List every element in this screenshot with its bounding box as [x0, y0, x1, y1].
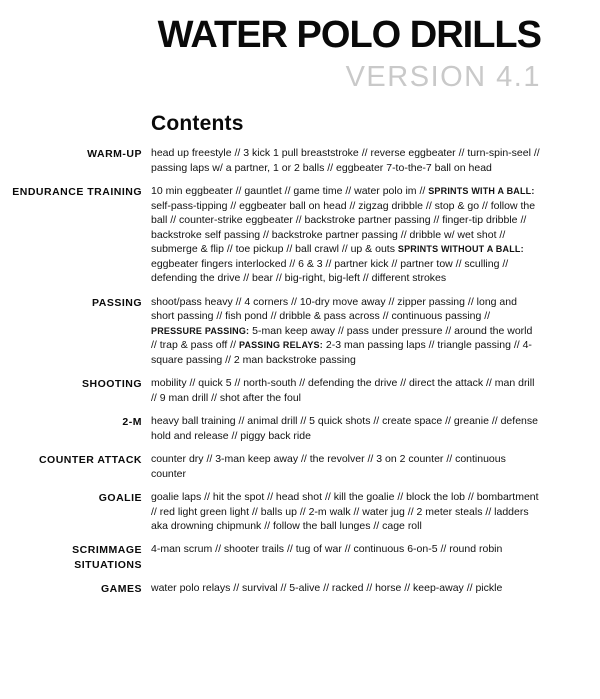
section-label: SHOOTING — [81, 378, 142, 391]
inline-subcategory: PRESSURE PASSING: — [151, 325, 250, 336]
section-label: GAMES — [100, 583, 142, 596]
section-label: PASSING — [92, 296, 142, 309]
section-description — [151, 414, 541, 443]
drill-list-text: mobility // quick 5 // north-south // defending the drive // direct the attack // man drill // 9 man drill // shot after the foul — [151, 377, 535, 404]
section-label: WARM-UP — [87, 148, 142, 161]
page-title: WATER POLO DRILLS — [157, 14, 541, 56]
drill-list-text: self-pass-tipping // eggbeater ball on head // zigzag dribble // stop & go // follow the ball // counter-strike eggbeater // backstroke partner passing // finger-tip dribble // backstroke self passing // backstroke partner passing // dribble w/ wet shot // submerge & flip // toe pickup // ball crawl // up & outs — [151, 199, 536, 256]
section-description — [151, 581, 541, 596]
inline-subcategory: PASSING RELAYS: — [238, 340, 323, 351]
section-description — [151, 376, 541, 405]
inline-subcategory: SPRINTS WITH A BALL: — [428, 186, 535, 197]
drill-list-text: counter dry // 3-man keep away // the revolver // 3 on 2 counter // continuous counter — [151, 453, 506, 480]
contents-row — [2, 490, 541, 533]
section-label: ENDURANCE TRAINING — [12, 186, 142, 199]
drill-list-text: goalie laps // hit the spot // head shot // kill the goalie // block the lob // bombartment // red light green light // balls up // 2-m walk // water jug // 2 meter steals // ladders aka drowning chipmunk // follow the ball lunges // cage roll — [151, 491, 539, 532]
contents-row — [2, 184, 541, 285]
section-description — [151, 146, 541, 175]
version-subtitle: VERSION 4.1 — [345, 60, 541, 93]
section-label: GOALIE — [98, 492, 142, 505]
contents-row — [2, 376, 541, 405]
section-label: 2-M — [122, 416, 142, 429]
drill-list-text: shoot/pass heavy // 4 corners // 10-dry move away // zipper passing // long and short passing // fish pond // dribble & pass across // continuous passing // — [151, 295, 517, 323]
section-description — [151, 452, 541, 481]
section-label: COUNTER ATTACK — [38, 454, 142, 467]
drill-list-text: 2-3 man passing laps // triangle passing // 4-square passing // 2 man backstroke passing — [151, 339, 532, 366]
contents-row — [2, 452, 541, 481]
inline-subcategory: SPRINTS WITHOUT A BALL: — [397, 244, 524, 255]
drill-list-text: eggbeater fingers interlocked // 6 & 3 // partner kick // partner tow // sculling // defending the drive // bear // big-right, big-left // different strokes — [151, 257, 509, 285]
drill-list-text: 5-man keep away // pass under pressure // around the world // trap & pass off // — [151, 324, 533, 352]
section-label: SCRIMMAGE SITUATIONS — [72, 544, 142, 571]
section-description — [151, 184, 541, 285]
contents-row — [2, 295, 541, 367]
drill-list-text: heavy ball training // animal drill // 5 quick shots // create space // greanie // defense hold and release // piggy back ride — [151, 415, 538, 442]
contents-heading: Contents — [151, 112, 244, 136]
contents-row — [2, 542, 541, 572]
section-description — [151, 295, 541, 367]
contents-list — [2, 146, 541, 597]
drill-list-text: 10 min eggbeater // gauntlet // game time // water polo im // — [151, 185, 429, 198]
contents-row — [2, 414, 541, 443]
contents-row — [2, 581, 541, 596]
section-description — [151, 490, 541, 533]
contents-row — [2, 146, 541, 175]
drill-list-text: water polo relays // survival // 5-alive // racked // horse // keep-away // pickle — [151, 582, 503, 595]
drill-list-text: 4-man scrum // shooter trails // tug of war // continuous 6-on-5 // round robin — [151, 543, 503, 556]
drill-list-text: head up freestyle // 3 kick 1 pull breaststroke // reverse eggbeater // turn-spin-seel // passing laps w/ a partner, 1 or 2 balls // eggbeater 7-to-the-7 ball on head — [151, 147, 540, 174]
section-description — [151, 542, 541, 572]
